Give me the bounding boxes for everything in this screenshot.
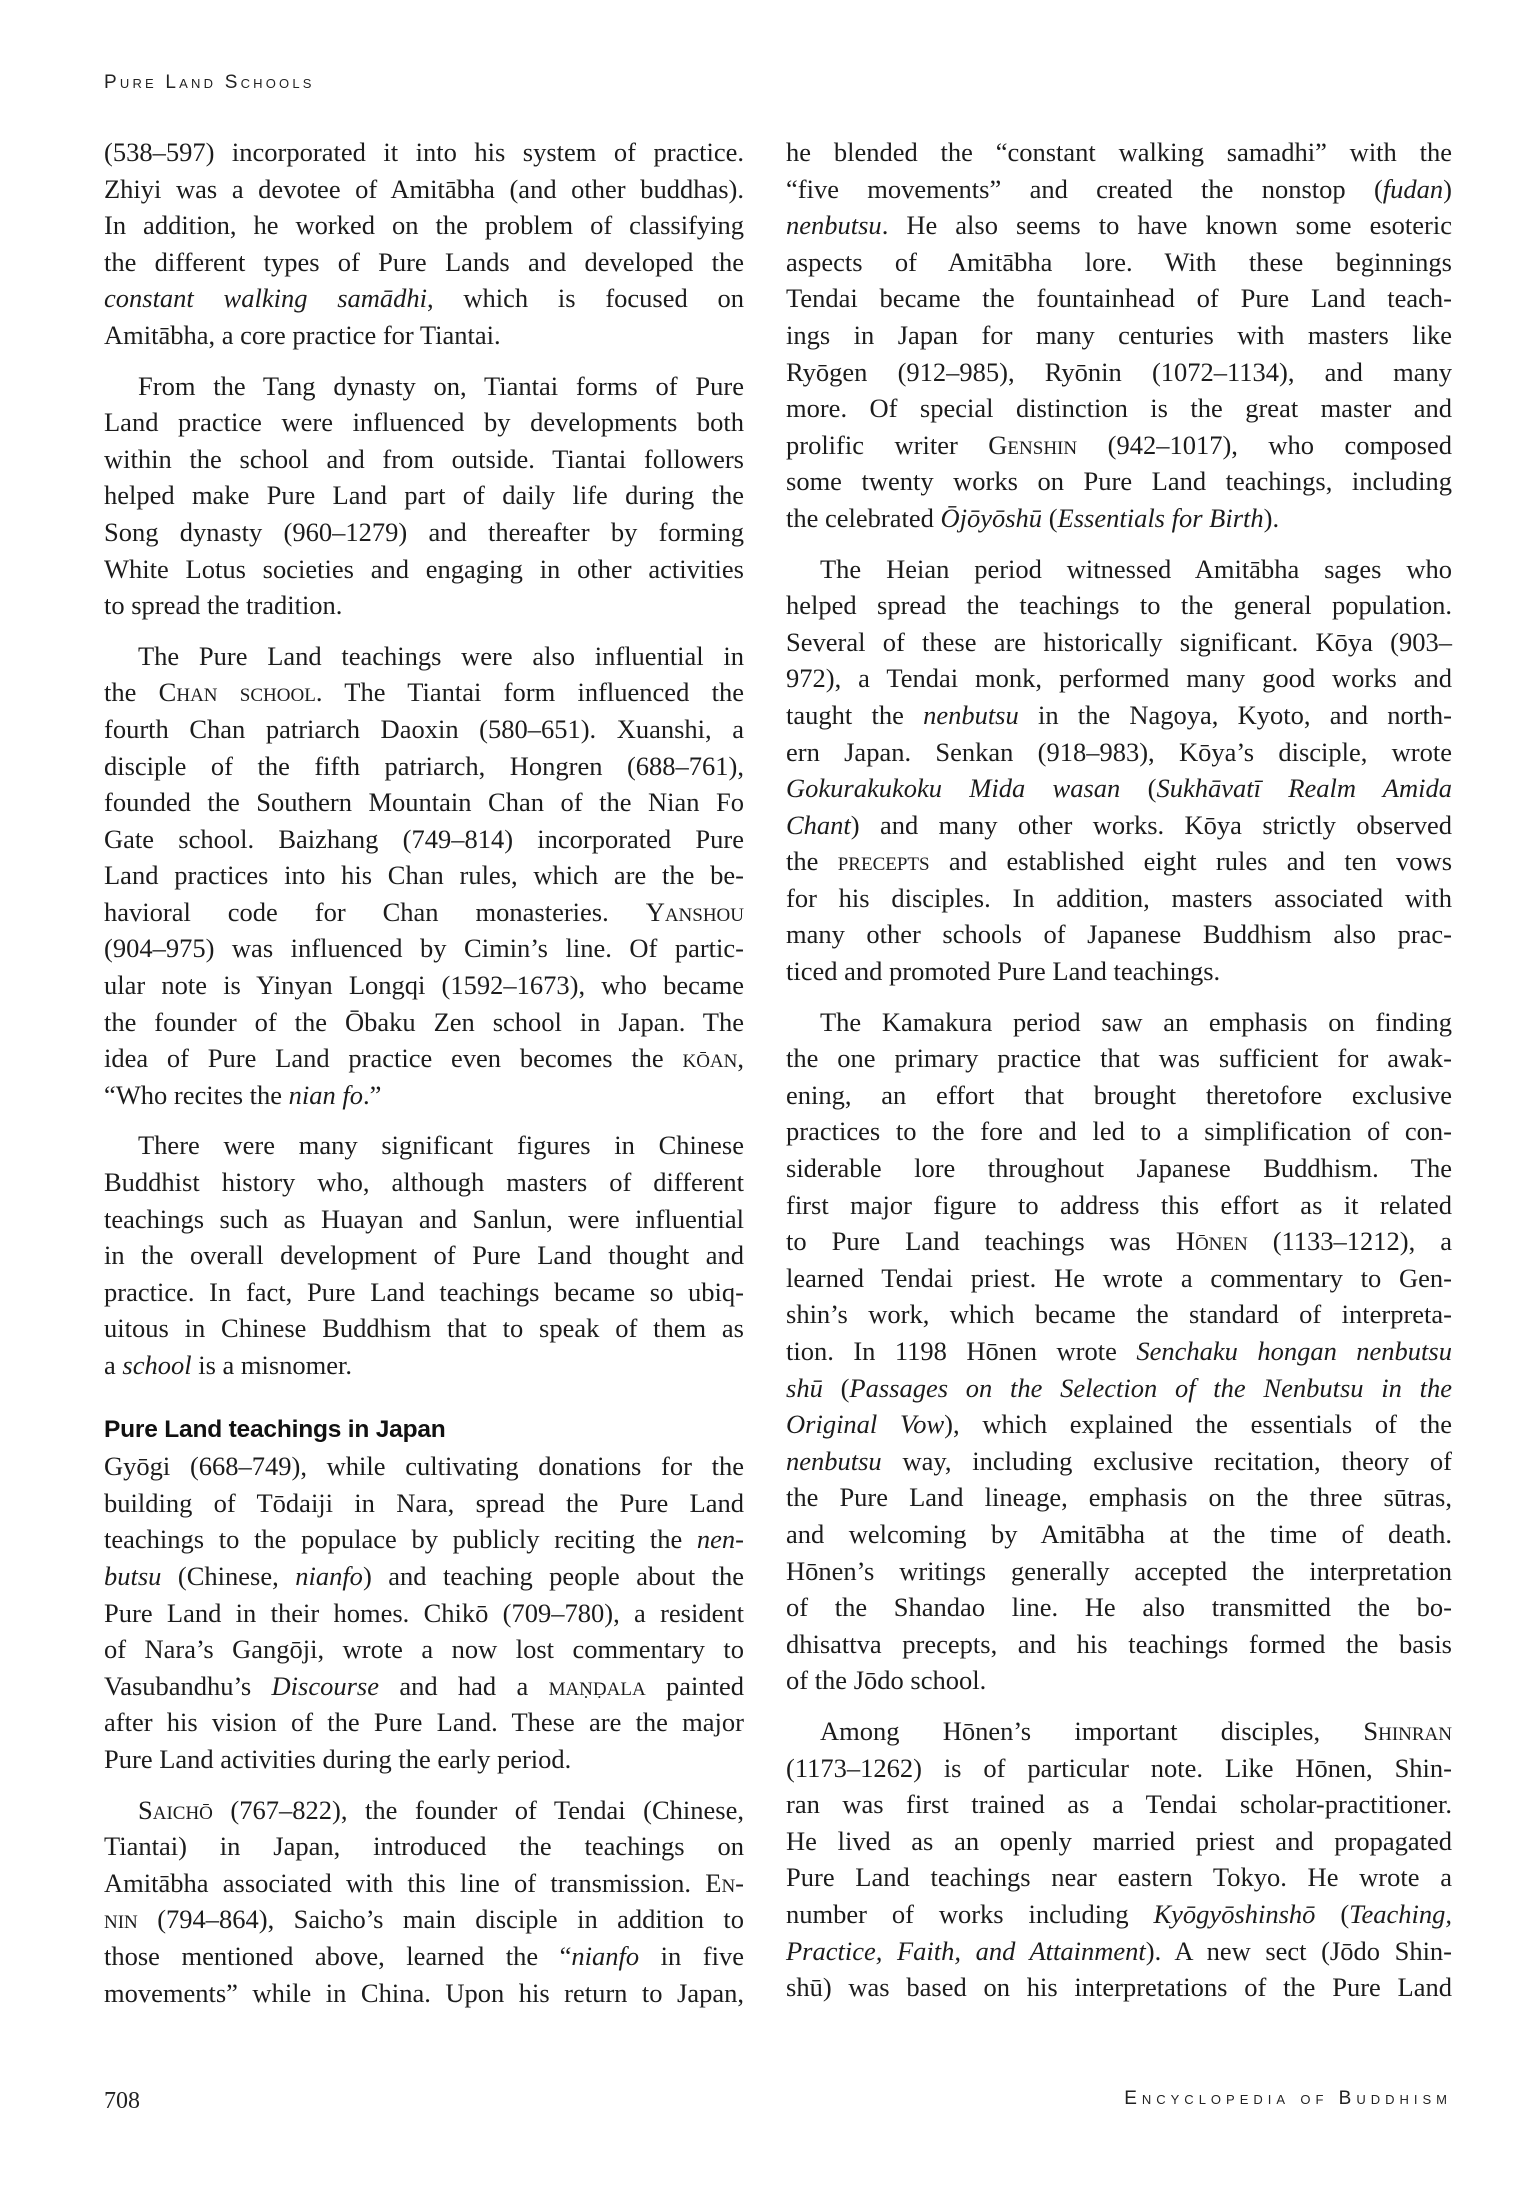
text-run: within the school and from outside. Tiantai followers — [104, 443, 744, 474]
text-line — [786, 734, 1452, 771]
text-run: Pure Land activities during the early period. — [104, 1743, 572, 1774]
text-line — [786, 1662, 1452, 1699]
text-run: the one primary practice that was sufficient for awak- — [786, 1043, 1452, 1074]
italic-term: Ōjōyōshū — [940, 502, 1043, 533]
text-line — [786, 1479, 1452, 1516]
italic-term: Original Vow — [786, 1409, 945, 1440]
text-run: aspects of Amitābha lore. With these beginnings — [786, 246, 1452, 277]
text-line — [786, 1786, 1452, 1823]
text-run: he blended the “constant walking samadhi” with the — [786, 137, 1452, 167]
text-line — [786, 1370, 1452, 1407]
text-run: the Pure Land lineage, emphasis on the three sūtras, — [786, 1482, 1452, 1513]
text-line — [104, 1901, 744, 1938]
text-run: (Chinese, — [161, 1560, 296, 1591]
text-run: a — [104, 1350, 123, 1380]
text-run: havioral code for Chan monasteries. — [104, 896, 646, 927]
text-run: Buddhist history who, although masters of different — [104, 1167, 744, 1198]
text-run: Vasubandhu’s — [104, 1670, 272, 1701]
text-line — [786, 171, 1452, 208]
text-line — [786, 207, 1452, 244]
paragraph-gap — [104, 354, 744, 368]
text-line — [104, 1741, 744, 1778]
section-gap — [104, 1384, 744, 1412]
text-line — [104, 244, 744, 281]
text-run: the celebrated — [786, 502, 941, 533]
text-line — [104, 1237, 744, 1274]
text-line — [104, 674, 744, 711]
text-run: fourth Chan patriarch Daoxin (580–651). Xuanshi, a — [104, 713, 744, 744]
text-line — [786, 770, 1452, 807]
text-run: Tendai became the fountainhead of Pure Land teach- — [786, 283, 1452, 314]
text-run: Hōnen’s writings generally accepted the interpretation — [786, 1555, 1452, 1586]
italic-term: Essentials for Birth — [1057, 502, 1264, 533]
section-heading: Pure Land teachings in Japan — [104, 1415, 446, 1443]
text-line — [104, 551, 744, 588]
text-line — [786, 660, 1452, 697]
text-line — [786, 500, 1452, 537]
text-line — [104, 1792, 744, 1829]
text-line — [104, 514, 744, 551]
italic-term: nianfo — [295, 1560, 363, 1591]
italic-term: fudan — [1382, 173, 1444, 204]
text-line — [104, 638, 744, 675]
text-line — [104, 1975, 744, 2012]
text-line — [786, 1823, 1452, 1860]
text-run: painted — [645, 1670, 744, 1701]
text-line — [104, 404, 744, 441]
text-line — [786, 1933, 1452, 1970]
text-line — [104, 784, 744, 821]
italic-term: constant walking samādhi — [104, 283, 428, 314]
paragraph-gap — [786, 537, 1452, 551]
text-run: Gyōgi (668–749), while cultivating donations for the — [104, 1451, 744, 1482]
text-line — [104, 1521, 744, 1558]
italic-term: Chant — [786, 809, 851, 840]
cross-reference: Chan school — [158, 677, 316, 708]
text-run: helped spread the teachings to the general population. — [786, 590, 1452, 621]
text-line — [104, 1828, 744, 1865]
text-line — [786, 1750, 1452, 1787]
text-line — [104, 1164, 744, 1201]
text-run: disciple of the fifth patriarch, Hongren (688–761), — [104, 750, 744, 781]
text-run: (538–597) incorporated it into his system of practice. — [104, 137, 744, 167]
text-run: building of Tōdaiji in Nara, spread the Pure Land — [104, 1487, 744, 1518]
text-line — [104, 1865, 744, 1902]
text-run: those mentioned above, learned the “ — [104, 1940, 572, 1971]
text-line — [786, 1516, 1452, 1553]
text-line — [786, 1443, 1452, 1480]
text-line — [786, 1260, 1452, 1297]
text-run: Land practices into his Chan rules, which are the be- — [104, 860, 744, 891]
text-run: shin’s work, which became the standard of interpreta- — [786, 1299, 1452, 1330]
text-run: (1133–1212), a — [1247, 1226, 1452, 1257]
italic-term: butsu — [104, 1560, 162, 1591]
text-line — [786, 916, 1452, 953]
text-run: number of works including — [786, 1898, 1154, 1929]
cross-reference: kōan — [682, 1043, 738, 1074]
text-run: Amitābha associated with this line of transmission. — [104, 1867, 706, 1898]
text-line — [104, 1704, 744, 1741]
cross-reference: Genshin — [988, 429, 1078, 460]
text-run: and had a — [379, 1670, 549, 1701]
text-run: He lived as an openly married priest and propagated — [786, 1825, 1452, 1856]
text-line — [104, 1274, 744, 1311]
text-run: . He also seems to have known some esoteric — [881, 210, 1452, 241]
text-line — [104, 1077, 744, 1114]
text-run: Land practice were influenced by developments both — [104, 407, 744, 438]
text-line — [104, 748, 744, 785]
text-run: in the overall development of Pure Land thought and — [104, 1240, 744, 1271]
text-run: teachings such as Huayan and Sanlun, were influential — [104, 1203, 744, 1234]
text-run: more. Of special distinction is the great master and — [786, 393, 1452, 424]
text-line — [786, 1187, 1452, 1224]
text-run: Ryōgen (912–985), Ryōnin (1072–1134), and many — [786, 356, 1452, 387]
text-run: (904–975) was influenced by Cimin’s line. Of partic- — [104, 933, 744, 964]
italic-term: Gokurakukoku Mida wasan — [786, 773, 1121, 804]
text-run: . The Tiantai form influenced the — [315, 677, 744, 708]
text-run: ular note is Yinyan Longqi (1592–1673), who became — [104, 970, 744, 1001]
text-line — [104, 821, 744, 858]
text-run: ( — [1042, 502, 1058, 533]
text-run: ings in Japan for many centuries with masters like — [786, 319, 1452, 350]
text-line — [786, 1296, 1452, 1333]
text-run: From the Tang dynasty on, Tiantai forms of Pure — [138, 370, 744, 401]
text-line — [786, 1553, 1452, 1590]
text-run: founded the Southern Mountain Chan of the Nian Fo — [104, 787, 744, 818]
text-line — [786, 1859, 1452, 1896]
text-line — [104, 1347, 744, 1384]
text-run: in five — [639, 1940, 745, 1971]
cross-reference: Yanshou — [645, 896, 744, 927]
italic-term: Senchaku hongan nenbutsu — [1136, 1336, 1452, 1366]
text-line — [104, 1631, 744, 1668]
text-line — [786, 551, 1452, 588]
text-run: of the Jōdo school. — [786, 1665, 987, 1696]
text-line — [104, 1004, 744, 1041]
text-run: of the Shandao line. He also transmitted the bo- — [786, 1592, 1452, 1623]
text-line — [104, 1938, 744, 1975]
text-line — [786, 244, 1452, 281]
text-run: ) — [1443, 173, 1452, 204]
text-run: way, including exclusive recitation, theory of — [881, 1445, 1452, 1476]
text-run: 972), a Tendai monk, performed many good works and — [786, 663, 1452, 694]
text-run: Zhiyi was a devotee of Amitābha (and other buddhas). — [104, 173, 744, 204]
text-run: There were many significant figures in Chinese — [138, 1130, 744, 1161]
text-line — [786, 1406, 1452, 1443]
italic-term: nenbutsu — [786, 210, 882, 241]
text-line — [104, 1668, 744, 1705]
text-run: ). — [1263, 502, 1280, 533]
text-run: (794–864), Saicho’s main disciple in addition to — [137, 1904, 744, 1935]
text-line — [786, 624, 1452, 661]
text-run: , — [737, 1043, 744, 1074]
text-run: practices to the fore and led to a simplification of con- — [786, 1116, 1452, 1147]
text-run: Pure Land teachings near eastern Tokyo. He wrote a — [786, 1862, 1452, 1893]
text-line — [786, 134, 1452, 171]
text-line — [104, 1201, 744, 1238]
cross-reference: En- — [705, 1867, 744, 1898]
text-run: shū) was based on his interpretations of the Pure Land — [786, 1972, 1452, 2003]
italic-term: Discourse — [271, 1670, 379, 1701]
text-run: Pure Land in their homes. Chikō (709–780), a resident — [104, 1597, 744, 1628]
text-line — [104, 317, 744, 354]
cross-reference: precepts — [837, 846, 930, 877]
text-run: Song dynasty (960–1279) and thereafter by forming — [104, 516, 744, 547]
paragraph-gap — [104, 1113, 744, 1127]
text-run: practice. In fact, Pure Land teachings became so ubiq- — [104, 1276, 744, 1307]
text-run: first major figure to address this effort as it related — [786, 1189, 1452, 1220]
text-line — [786, 1004, 1452, 1041]
text-run: Several of these are historically significant. Kōya (903– — [786, 626, 1452, 657]
text-run: tion. In 1198 Hōnen wrote — [786, 1336, 1137, 1366]
text-run: is a misnomer. — [191, 1350, 353, 1380]
italic-term: Practice, Faith, and Attainment — [786, 1935, 1146, 1966]
italic-term: Kyōgyōshinshō — [1153, 1898, 1316, 1929]
text-run: dhisattva precepts, and his teachings formed the basis — [786, 1628, 1452, 1659]
text-run: the different types of Pure Lands and developed the — [104, 246, 744, 277]
text-line — [104, 171, 744, 208]
running-head: Pure Land Schools — [104, 72, 315, 93]
text-run: the — [104, 677, 159, 708]
text-run: teachings to the populace by publicly reciting the — [104, 1524, 697, 1555]
text-run: Gate school. Baizhang (749–814) incorporated Pure — [104, 823, 744, 854]
italic-term: nenbutsu — [923, 699, 1019, 730]
italic-term: nian fo — [288, 1079, 364, 1110]
text-line — [786, 1333, 1452, 1370]
left-column — [104, 134, 744, 2011]
text-run: ening, an effort that brought theretofore exclusive — [786, 1079, 1452, 1110]
cross-reference: nin — [104, 1904, 138, 1935]
text-run: “five movements” and created the nonstop ( — [786, 173, 1383, 204]
text-line — [104, 368, 744, 405]
cross-reference: Saichō — [138, 1794, 213, 1825]
text-run: .” — [363, 1079, 382, 1110]
text-run: uitous in Chinese Buddhism that to speak of them as — [104, 1313, 744, 1344]
text-run: the — [786, 846, 838, 877]
text-run: (942–1017), who composed — [1077, 429, 1452, 460]
text-run: ) and teaching people about the — [362, 1560, 745, 1591]
paragraph-gap — [786, 1699, 1452, 1713]
text-line — [104, 280, 744, 317]
text-line — [104, 477, 744, 514]
text-run: (1173–1262) is of particular note. Like Hōnen, Shin- — [786, 1752, 1452, 1783]
text-line — [104, 1040, 744, 1077]
text-line — [786, 280, 1452, 317]
text-run: idea of Pure Land practice even becomes the — [104, 1043, 683, 1074]
text-line — [786, 1040, 1452, 1077]
text-run: In addition, he worked on the problem of classifying — [104, 210, 744, 241]
text-line — [786, 390, 1452, 427]
cross-reference: maṇḍala — [548, 1670, 646, 1701]
text-run: in the Nagoya, Kyoto, and north- — [1018, 699, 1452, 730]
text-line — [786, 1713, 1452, 1750]
text-run: Tiantai) in Japan, introduced the teachings on — [104, 1831, 744, 1862]
text-line — [104, 207, 744, 244]
text-run: learned Tendai priest. He wrote a commentary to Gen- — [786, 1262, 1452, 1293]
text-run: ern Japan. Senkan (918–983), Kōya’s disciple, wrote — [786, 736, 1452, 767]
italic-term: Sukhāvatī Realm Amida — [1156, 773, 1452, 804]
text-line — [786, 1626, 1452, 1663]
text-run: for his disciples. In addition, masters associated with — [786, 882, 1452, 913]
italic-term: Passages on the Selection of the Nenbutsu in the — [849, 1372, 1452, 1403]
text-line — [786, 1589, 1452, 1626]
text-run: siderable lore throughout Japanese Buddhism. The — [786, 1153, 1452, 1184]
text-run: The Kamakura period saw an emphasis on finding — [820, 1006, 1452, 1037]
text-run: Amitābha, a core practice for Tiantai. — [104, 319, 501, 350]
text-line — [786, 354, 1452, 391]
page-number: 708 — [104, 2088, 140, 2114]
text-line — [104, 967, 744, 1004]
text-run: and established eight rules and ten vows — [929, 846, 1453, 877]
text-line — [786, 843, 1452, 880]
text-line — [786, 807, 1452, 844]
text-run: ) and many other works. Kōya strictly observed — [850, 809, 1452, 840]
text-line — [786, 1150, 1452, 1187]
text-run: to spread the tradition. — [104, 590, 343, 621]
italic-term: nianfo — [571, 1940, 640, 1971]
text-run: ), which explained the essentials of the — [944, 1409, 1452, 1440]
text-run: ran was first trained as a Tendai scholar-practitioner. — [786, 1789, 1452, 1820]
text-run: many other schools of Japanese Buddhism also prac- — [786, 919, 1452, 950]
text-run: White Lotus societies and engaging in other activities — [104, 553, 744, 584]
cross-reference: Shinran — [1363, 1715, 1452, 1746]
text-line — [786, 697, 1452, 734]
text-line — [786, 1896, 1452, 1933]
paragraph-gap — [104, 624, 744, 638]
italic-term: shū — [786, 1372, 823, 1403]
text-line — [104, 1448, 744, 1485]
cross-reference: Hōnen — [1175, 1226, 1248, 1257]
text-line — [104, 1127, 744, 1164]
text-run: some twenty works on Pure Land teachings, including — [786, 466, 1452, 497]
text-run: movements” while in China. Upon his return to Japan, — [104, 1977, 744, 2008]
text-run: and welcoming by Amitābha at the time of death. — [786, 1518, 1452, 1549]
text-line — [786, 317, 1452, 354]
text-line — [786, 953, 1452, 990]
text-run: taught the — [786, 699, 924, 730]
text-line — [104, 1595, 744, 1632]
text-run: of Nara’s Gangōji, wrote a now lost commentary to — [104, 1634, 744, 1665]
text-run: Among Hōnen’s important disciples, — [820, 1715, 1364, 1746]
text-line — [104, 587, 744, 624]
text-run: ). A new sect (Jōdo Shin- — [1145, 1935, 1453, 1966]
book-title-footer: Encyclopedia of Buddhism — [1124, 2088, 1452, 2109]
text-line — [786, 1077, 1452, 1114]
text-run: ticed and promoted Pure Land teachings. — [786, 956, 1221, 987]
text-run: (767–822), the founder of Tendai (Chinese, — [212, 1794, 744, 1825]
text-run: The Heian period witnessed Amitābha sages who — [820, 553, 1452, 584]
italic-term: nen- — [696, 1524, 744, 1555]
text-run: to Pure Land teachings was — [786, 1226, 1176, 1257]
text-line — [104, 1310, 744, 1347]
text-run: ( — [822, 1372, 850, 1403]
text-run: “Who recites the — [104, 1079, 289, 1110]
text-line — [786, 1113, 1452, 1150]
italic-term: Teaching, — [1349, 1898, 1452, 1929]
text-run: ( — [1120, 773, 1157, 804]
text-run: prolific writer — [786, 429, 989, 460]
text-line — [786, 587, 1452, 624]
text-line — [104, 894, 744, 931]
text-line — [104, 1558, 744, 1595]
text-line — [786, 880, 1452, 917]
text-run: after his vision of the Pure Land. These are the major — [104, 1707, 744, 1738]
text-run: the founder of the Ōbaku Zen school in Japan. The — [104, 1006, 744, 1037]
text-run: ( — [1315, 1898, 1350, 1929]
text-line — [786, 463, 1452, 500]
text-line — [104, 134, 744, 171]
text-line — [786, 427, 1452, 464]
italic-term: school — [122, 1350, 192, 1380]
text-line — [104, 1485, 744, 1522]
text-line — [104, 711, 744, 748]
text-line — [786, 1223, 1452, 1260]
text-run: helped make Pure Land part of daily life during the — [104, 480, 744, 511]
paragraph-gap — [104, 1778, 744, 1792]
italic-term: nenbutsu — [786, 1445, 882, 1476]
text-line — [786, 1969, 1452, 2006]
right-column — [786, 134, 1452, 2006]
text-line — [104, 857, 744, 894]
text-line — [104, 441, 744, 478]
text-run: , which is focused on — [427, 283, 744, 314]
text-line — [104, 930, 744, 967]
text-run: The Pure Land teachings were also influential in — [138, 640, 744, 671]
paragraph-gap — [786, 990, 1452, 1004]
